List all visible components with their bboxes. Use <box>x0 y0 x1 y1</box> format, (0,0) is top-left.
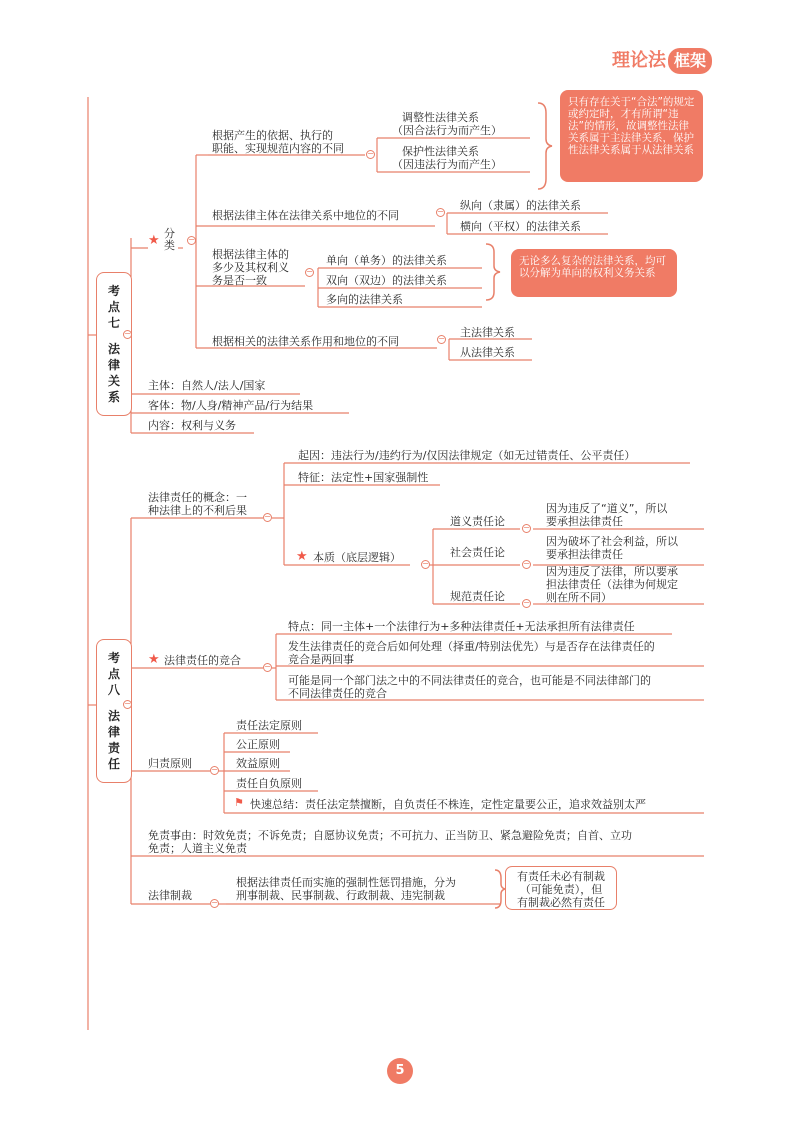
logo-text-boxed: 框架 <box>668 48 712 74</box>
compete-feature: 特点：同一主体+一个法律行为+多种法律责任+无法承担所有法律责任 <box>288 620 635 633</box>
exemption-line1: 免责事由：时效免责；不诉免责；自愿协议免责；不可抗力、正当防卫、紧急避险免责；自首、立功 <box>148 829 632 842</box>
protect-line2: （因违法行为而产生） <box>392 158 502 171</box>
basis3-line3: 务是否一致 <box>212 274 267 287</box>
moral-desc-line1: 因为违反了“道义”，所以 <box>546 502 668 515</box>
collapse-circle-icon[interactable]: − <box>188 235 195 244</box>
collapse-circle-icon[interactable]: − <box>211 765 218 774</box>
badge-char: 责 <box>107 741 120 755</box>
basis1-line2: 职能、实现规范内容的不同 <box>212 142 344 155</box>
collapse-circle-icon[interactable]: − <box>211 898 218 907</box>
basis2-label: 根据法律主体在法律关系中地位的不同 <box>212 209 399 222</box>
note-sanction-line1: 有责任未必有制裁 <box>517 870 605 883</box>
principles-label: 归责原则 <box>148 757 192 770</box>
sanction-desc-line1: 根据法律责任而实施的强制性惩罚措施，分为 <box>236 876 456 889</box>
classify-label: 分类 <box>164 227 175 252</box>
badge-char: 律 <box>107 358 120 372</box>
collapse-circle-icon[interactable]: − <box>124 329 131 338</box>
social-desc-line2: 要承担法律责任 <box>546 548 623 561</box>
badge-char: 关 <box>107 374 120 388</box>
sanction-desc-line2: 刑事制裁、民事制裁、行政制裁、违宪制裁 <box>236 889 445 902</box>
note-sanction-line2: （可能免责），但 <box>519 883 603 896</box>
cause-item: 起因：违法行为/违约行为/仅因法律规定（如无过错责任、公平责任） <box>298 449 636 462</box>
single-relation: 单向（单务）的法律关系 <box>326 254 447 267</box>
badge-char: 八 <box>107 683 120 697</box>
moral-desc-line2: 要承担法律责任 <box>546 515 623 528</box>
norm-theory: 规范责任论 <box>450 590 505 603</box>
basis4-label: 根据相关的法律关系作用和地位的不同 <box>212 335 399 348</box>
badge-char: 法 <box>107 709 120 723</box>
principle-fair: 公正原则 <box>236 738 280 751</box>
compete-handle-line1: 发生法律责任的竞合后如何处理（择重/特别法优先）与是否存在法律责任的 <box>288 640 655 653</box>
collapse-circle-icon[interactable]: − <box>306 267 313 276</box>
badge-char: 七 <box>107 316 120 330</box>
topic-badge-k7 <box>96 272 132 416</box>
moral-theory: 道义责任论 <box>450 515 505 528</box>
sanction-label: 法律制裁 <box>148 889 192 902</box>
badge-char: 考 <box>107 651 120 665</box>
principle-benefit: 效益原则 <box>236 757 280 770</box>
object-item: 客体：物/人身/精神产品/行为结果 <box>148 399 314 412</box>
compete-scope-line1: 可能是同一个部门法之中的不同法律责任的竞合，也可能是不同法律部门的 <box>288 674 651 687</box>
compete-scope-line2: 不同法律责任的竞合 <box>288 687 387 700</box>
principle-self: 责任自负原则 <box>236 777 302 790</box>
topic-badge-k8 <box>96 639 132 783</box>
badge-char: 考 <box>107 284 120 298</box>
vertical-relation: 纵向（隶属）的法律关系 <box>460 199 581 212</box>
star-icon: ★ <box>148 652 160 667</box>
collapse-circle-icon[interactable]: − <box>523 559 530 568</box>
collapse-circle-icon[interactable]: − <box>523 598 530 607</box>
sub-relation: 从法律关系 <box>460 346 515 359</box>
principle-legal: 责任法定原则 <box>236 719 302 732</box>
protect-line1: 保护性法律关系 <box>402 145 479 158</box>
collapse-circle-icon[interactable]: − <box>264 512 271 521</box>
adjust-line1: 调整性法律关系 <box>402 111 479 124</box>
horizontal-relation: 横向（平权）的法律关系 <box>460 220 581 233</box>
essence-label: 本质（底层逻辑） <box>313 551 401 564</box>
norm-desc-line1: 因为违反了法律，所以要承 <box>546 565 678 578</box>
compete-handle-line2: 竞合是两回事 <box>288 653 354 666</box>
badge-char: 系 <box>107 390 120 404</box>
norm-desc-line2: 担法律责任（法律为何规定 <box>546 578 678 591</box>
note-sanction <box>505 866 617 910</box>
principles-summary: 快速总结：责任法定禁擅断，自负责任不株连，定性定量要公正，追求效益别太严 <box>250 798 646 811</box>
star-icon: ★ <box>148 233 160 248</box>
note-adjust-protect: 只有存在关于“合法”的规定或约定时，才有所谓“违法”的情形，故调整性法律关系属于主法律关系，保护性法律关系属于从法律关系 <box>560 90 703 182</box>
collapse-circle-icon[interactable]: − <box>438 334 445 343</box>
norm-desc-line3: 则在所不同） <box>546 591 612 604</box>
star-icon: ★ <box>296 549 308 564</box>
multi-relation: 多向的法律关系 <box>326 293 403 306</box>
badge-char: 律 <box>107 725 120 739</box>
note-sanction-line3: 有制裁必然有责任 <box>517 896 605 909</box>
exemption-line2: 免责；人道主义免责 <box>148 842 247 855</box>
page-number: 5 <box>387 1058 413 1084</box>
compete-label: 法律责任的竞合 <box>164 654 241 667</box>
logo-text-plain: 理论法 <box>612 50 666 71</box>
collapse-circle-icon[interactable]: − <box>437 207 444 216</box>
collapse-circle-icon[interactable]: − <box>367 149 374 158</box>
basis3-line2: 多少及其权利义 <box>212 261 289 274</box>
adjust-line2: （因合法行为而产生） <box>392 124 502 137</box>
collapse-circle-icon[interactable]: − <box>124 699 131 708</box>
basis3-line1: 根据法律主体的 <box>212 248 289 261</box>
note-decompose: 无论多么复杂的法律关系，均可以分解为单向的权利义务关系 <box>511 249 677 297</box>
flag-icon: ⚑ <box>234 796 244 809</box>
badge-char: 任 <box>107 757 120 771</box>
social-theory: 社会责任论 <box>450 546 505 559</box>
badge-char: 点 <box>107 300 120 314</box>
brand-logo <box>612 47 712 75</box>
badge-char: 法 <box>107 342 120 356</box>
subject-item: 主体：自然人/法人/国家 <box>148 379 266 392</box>
concept-line1: 法律责任的概念：一 <box>148 491 247 504</box>
basis1-line1: 根据产生的依据、执行的 <box>212 129 333 142</box>
collapse-circle-icon[interactable]: − <box>523 523 530 532</box>
social-desc-line1: 因为破坏了社会利益，所以 <box>546 535 678 548</box>
feature-item: 特征：法定性+国家强制性 <box>298 471 429 484</box>
main-relation: 主法律关系 <box>460 326 515 339</box>
collapse-circle-icon[interactable]: − <box>264 662 271 671</box>
collapse-circle-icon[interactable]: − <box>422 559 429 568</box>
double-relation: 双向（双边）的法律关系 <box>326 274 447 287</box>
badge-char: 点 <box>107 667 120 681</box>
concept-line2: 种法律上的不利后果 <box>148 504 247 517</box>
content-item: 内容：权利与义务 <box>148 419 236 432</box>
